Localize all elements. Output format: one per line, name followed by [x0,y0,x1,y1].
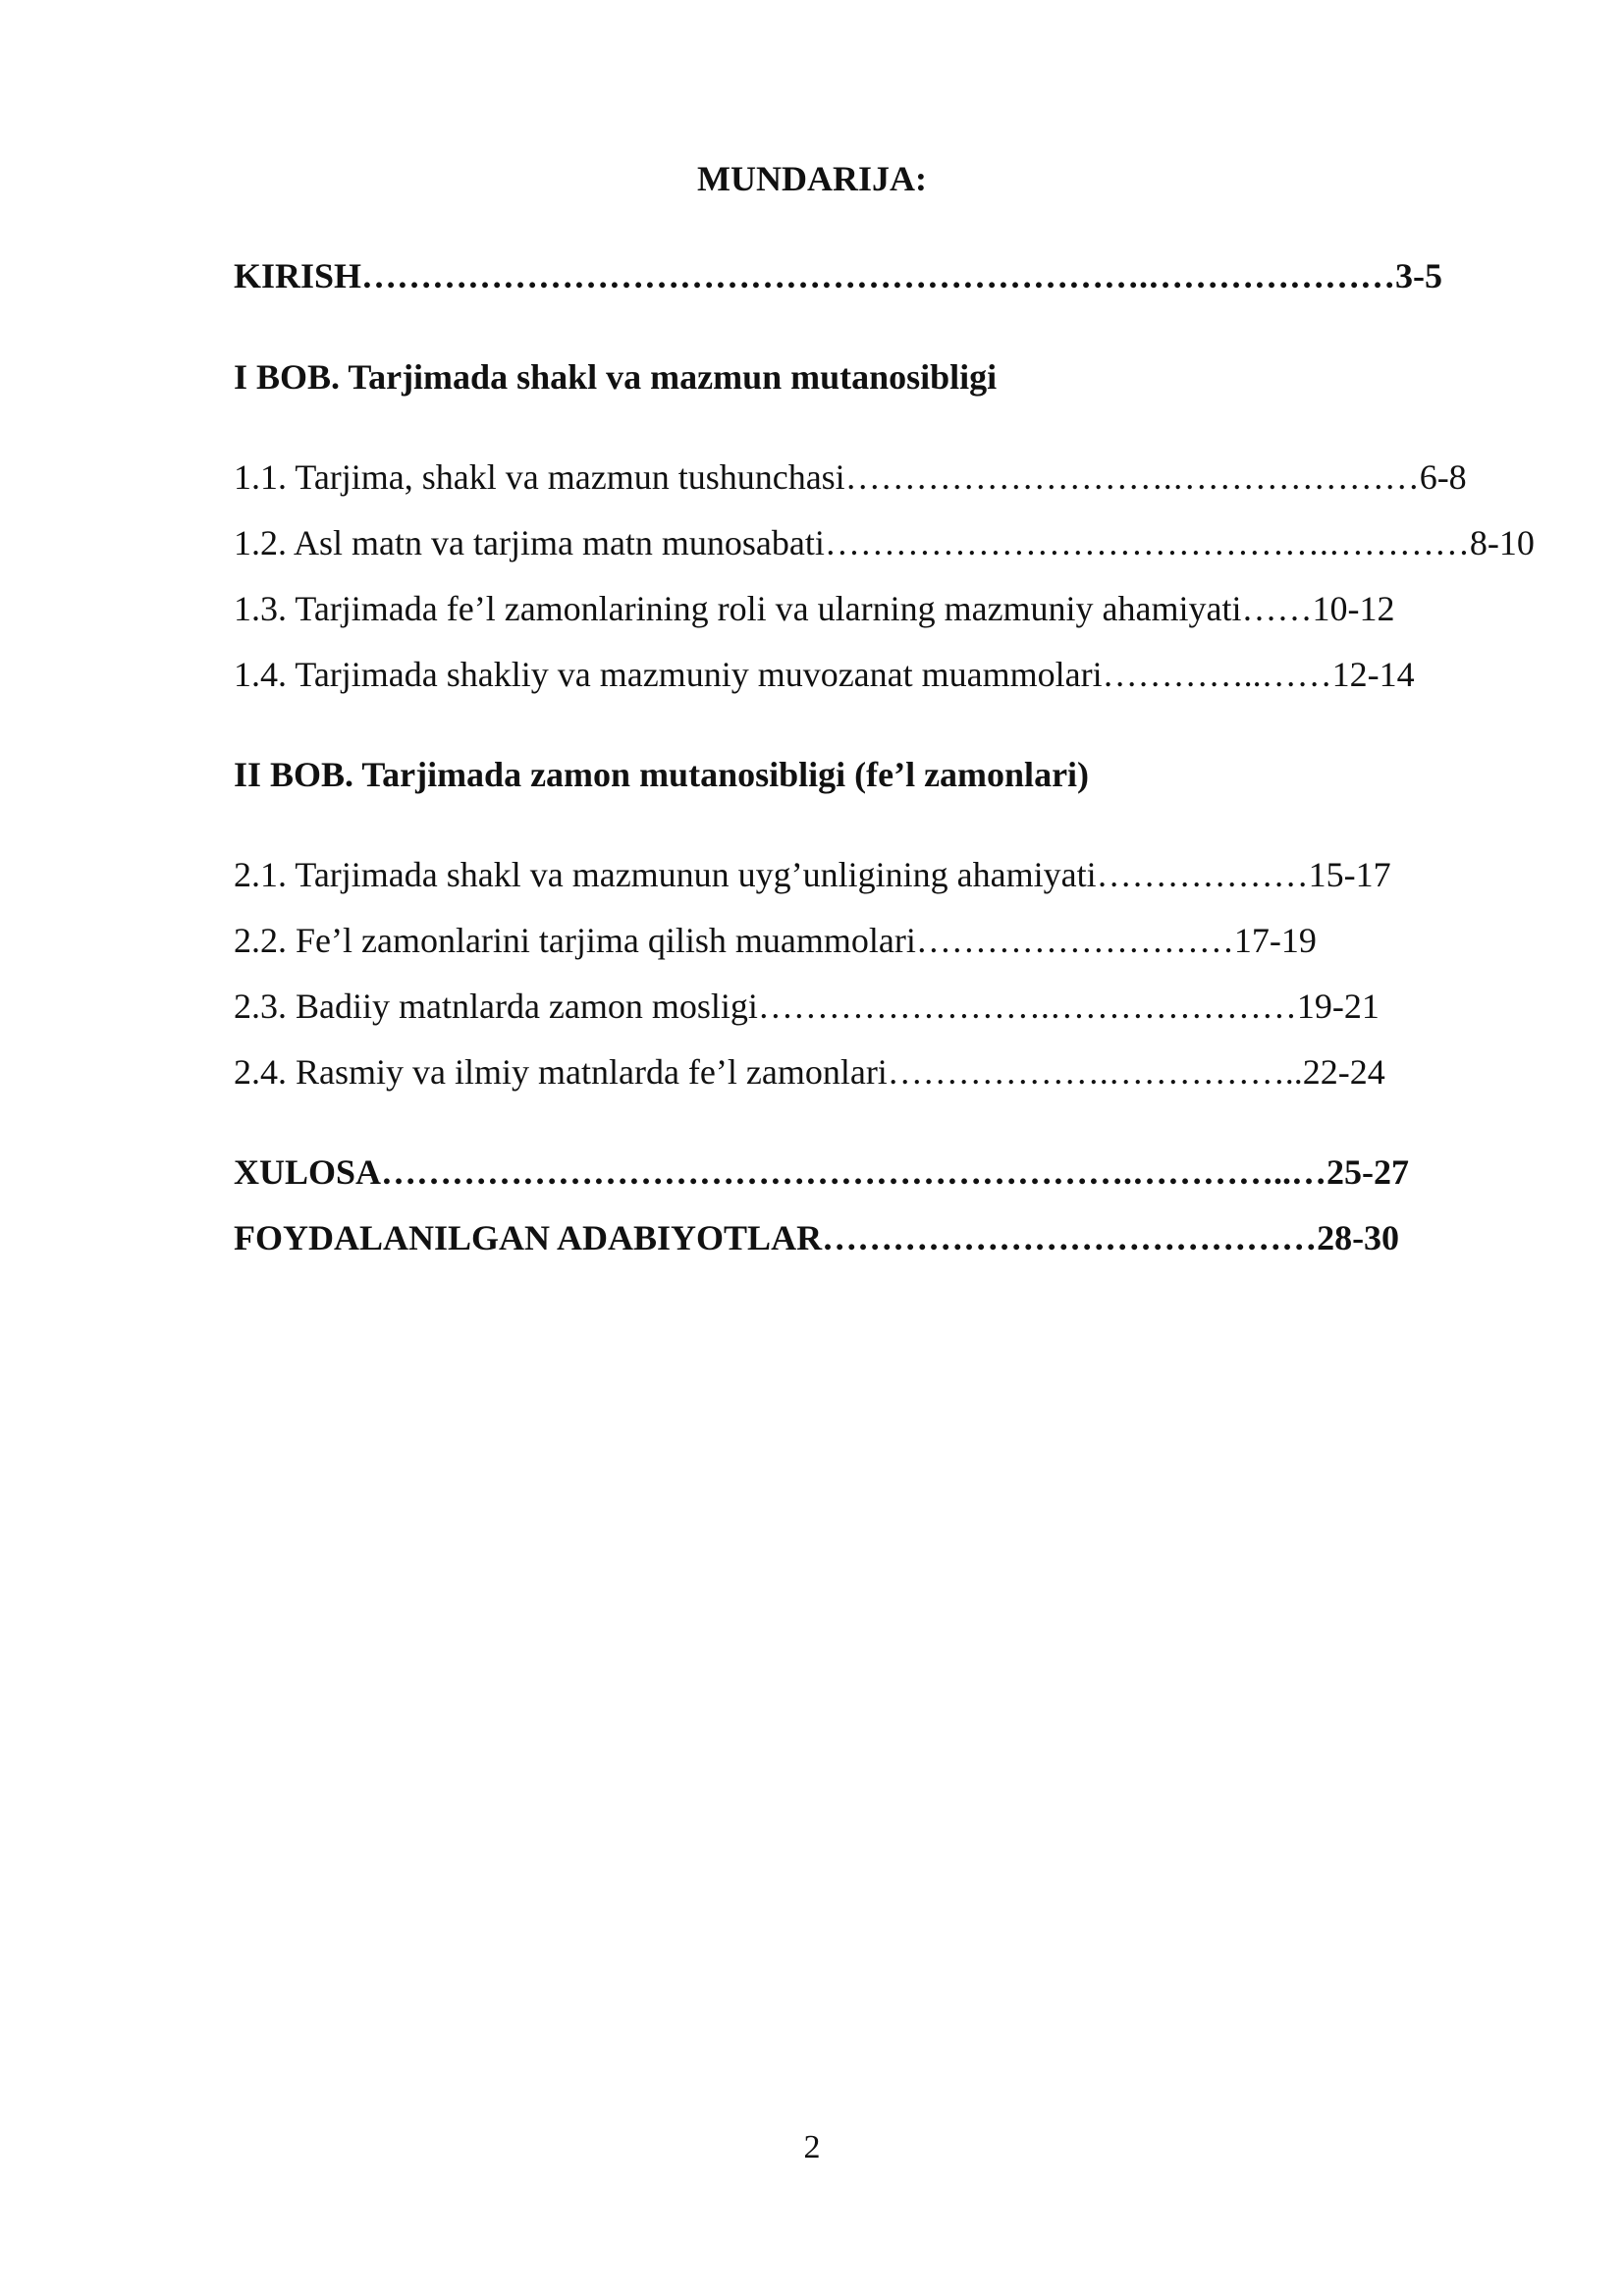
toc-entry-1-3: 1.3. Tarjimada fe’l zamonlarining roli va ularning mazmuniy ahamiyati……10-12 [234,589,1395,628]
toc-entry-2-2: 2.2. Fe’l zamonlarini tarjima qilish muammolari………………………17-19 [234,921,1317,960]
toc-entry-1-1: 1.1. Tarjima, shakl va mazmun tushunchasi……………………….…………………6-8 [234,457,1467,497]
chapter-1-heading: I BOB. Tarjimada shakl va mazmun mutanosibligi [234,357,998,397]
toc-entry-2-4: 2.4. Rasmiy va ilmiy matnlarda fe’l zamonlari……………….……………..22-24 [234,1052,1385,1092]
toc-entry-2-3: 2.3. Badiiy matnlarda zamon mosligi…………………….…………………19-21 [234,987,1380,1026]
page-number: 2 [803,2129,821,2165]
toc-entry-2-1: 2.1. Tarjimada shakl va mazmunun uyg’unligining ahamiyati………………15-17 [234,855,1391,894]
chapter-2-heading: II BOB. Tarjimada zamon mutanosibligi (fe’l zamonlari) [234,755,1090,794]
toc-entry-1-4: 1.4. Tarjimada shakliy va mazmuniy muvozanat muammolari…………..……12-14 [234,655,1415,694]
toc-entry-references: FOYDALANILGAN ADABIYOTLAR……………………………………28-30 [234,1218,1400,1257]
page-title: MUNDARIJA: [697,159,927,198]
toc-entry-conclusion: XULOSA……………………………………………………….…………..…25-27 [234,1152,1410,1192]
toc-entry-1-2: 1.2. Asl matn va tarjima matn munosabati…………………………………….…………8-10 [234,523,1535,562]
toc-entry-intro: KIRISH………………………………………………………….…………………3-5 [234,256,1443,295]
